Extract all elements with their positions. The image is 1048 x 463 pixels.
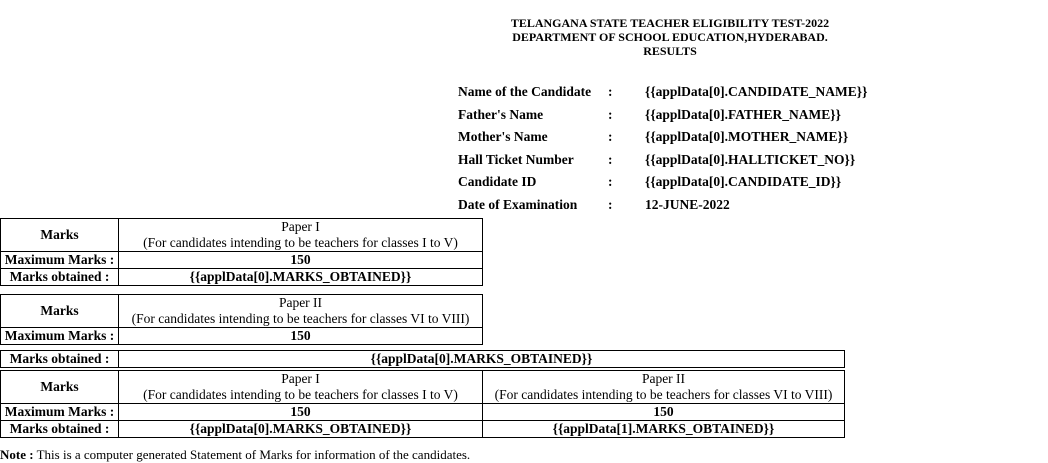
table-row bbox=[1, 421, 845, 438]
info-label: Name of the Candidate bbox=[458, 84, 592, 100]
note-text: This is a computer generated Statement of Marks for information of the candidates. bbox=[33, 447, 471, 462]
info-label: Mother's Name bbox=[458, 129, 548, 145]
info-row bbox=[458, 126, 867, 149]
paper-description: (For candidates intending to be teachers for classes I to V) bbox=[143, 387, 458, 402]
paper-title: Paper I bbox=[281, 371, 320, 386]
results-header bbox=[470, 16, 870, 58]
paper1-marks-table bbox=[0, 218, 483, 286]
marks-label: Marks bbox=[1, 219, 119, 252]
info-colon: : bbox=[608, 84, 613, 100]
marks-label: Marks bbox=[1, 371, 119, 404]
info-value: {{applData[0].MOTHER_NAME}} bbox=[645, 129, 849, 145]
marks-label: Marks bbox=[1, 295, 119, 328]
max-marks-value: 150 bbox=[119, 404, 483, 421]
table-row bbox=[1, 295, 483, 328]
info-value: {{applData[0].HALLTICKET_NO}} bbox=[645, 151, 856, 167]
info-label: Candidate ID bbox=[458, 174, 537, 190]
paper2-header bbox=[483, 371, 845, 404]
max-marks-label: Maximum Marks : bbox=[1, 328, 119, 345]
info-label: Date of Examination bbox=[458, 196, 578, 212]
marks-obtained-label: Marks obtained : bbox=[1, 351, 119, 368]
note-label: Note : bbox=[0, 447, 34, 462]
table-row bbox=[1, 252, 483, 269]
paper-title: Paper I bbox=[281, 219, 320, 234]
header-department: DEPARTMENT OF SCHOOL EDUCATION,HYDERABAD. bbox=[512, 30, 828, 44]
max-marks-label: Maximum Marks : bbox=[1, 404, 119, 421]
paper-description: (For candidates intending to be teachers for classes VI to VIII) bbox=[494, 387, 833, 402]
info-value: 12-JUNE-2022 bbox=[645, 196, 730, 212]
marks-obtained-label: Marks obtained : bbox=[1, 269, 119, 286]
info-row bbox=[458, 81, 867, 104]
table-row bbox=[1, 328, 483, 345]
paper2-marks-table bbox=[0, 294, 483, 345]
paper-description: (For candidates intending to be teachers for classes VI to VIII) bbox=[131, 311, 470, 326]
paper1-2-marks-table bbox=[0, 370, 845, 438]
max-marks-value: 150 bbox=[119, 328, 483, 345]
info-value: {{applData[0].FATHER_NAME}} bbox=[645, 106, 841, 122]
paper1-header bbox=[119, 371, 483, 404]
footer-note bbox=[0, 447, 470, 463]
info-value: {{applData[0].CANDIDATE_ID}} bbox=[645, 174, 842, 190]
marks-obtained-value: {{applData[0].MARKS_OBTAINED}} bbox=[119, 421, 483, 438]
paper-description: (For candidates intending to be teachers for classes I to V) bbox=[143, 235, 458, 250]
paper-header bbox=[119, 295, 483, 328]
info-row bbox=[458, 104, 867, 127]
max-marks-value: 150 bbox=[483, 404, 845, 421]
table-row bbox=[1, 219, 483, 252]
header-title: TELANGANA STATE TEACHER ELIGIBILITY TEST-2022 bbox=[510, 16, 830, 30]
info-label: Father's Name bbox=[458, 106, 544, 122]
paper-header bbox=[119, 219, 483, 252]
info-row bbox=[458, 194, 867, 217]
paper2-obtained-table bbox=[0, 350, 845, 368]
info-colon: : bbox=[608, 174, 613, 190]
info-row bbox=[458, 149, 867, 172]
info-colon: : bbox=[608, 196, 613, 212]
marks-obtained-value: {{applData[0].MARKS_OBTAINED}} bbox=[119, 351, 845, 368]
max-marks-label: Maximum Marks : bbox=[1, 252, 119, 269]
candidate-info-table bbox=[458, 81, 867, 216]
info-colon: : bbox=[608, 106, 613, 122]
table-row bbox=[1, 351, 845, 368]
info-row bbox=[458, 171, 867, 194]
info-colon: : bbox=[608, 151, 613, 167]
info-colon: : bbox=[608, 129, 613, 145]
max-marks-value: 150 bbox=[119, 252, 483, 269]
marks-obtained-value: {{applData[1].MARKS_OBTAINED}} bbox=[483, 421, 845, 438]
info-label: Hall Ticket Number bbox=[458, 151, 574, 167]
paper-title: Paper II bbox=[641, 371, 686, 386]
info-value: {{applData[0].CANDIDATE_NAME}} bbox=[645, 84, 868, 100]
marks-obtained-label: Marks obtained : bbox=[1, 421, 119, 438]
paper-title: Paper II bbox=[278, 295, 323, 310]
table-row bbox=[1, 371, 845, 404]
table-row bbox=[1, 404, 845, 421]
table-row bbox=[1, 269, 483, 286]
marks-obtained-value: {{applData[0].MARKS_OBTAINED}} bbox=[119, 269, 483, 286]
header-results: RESULTS bbox=[643, 44, 697, 58]
